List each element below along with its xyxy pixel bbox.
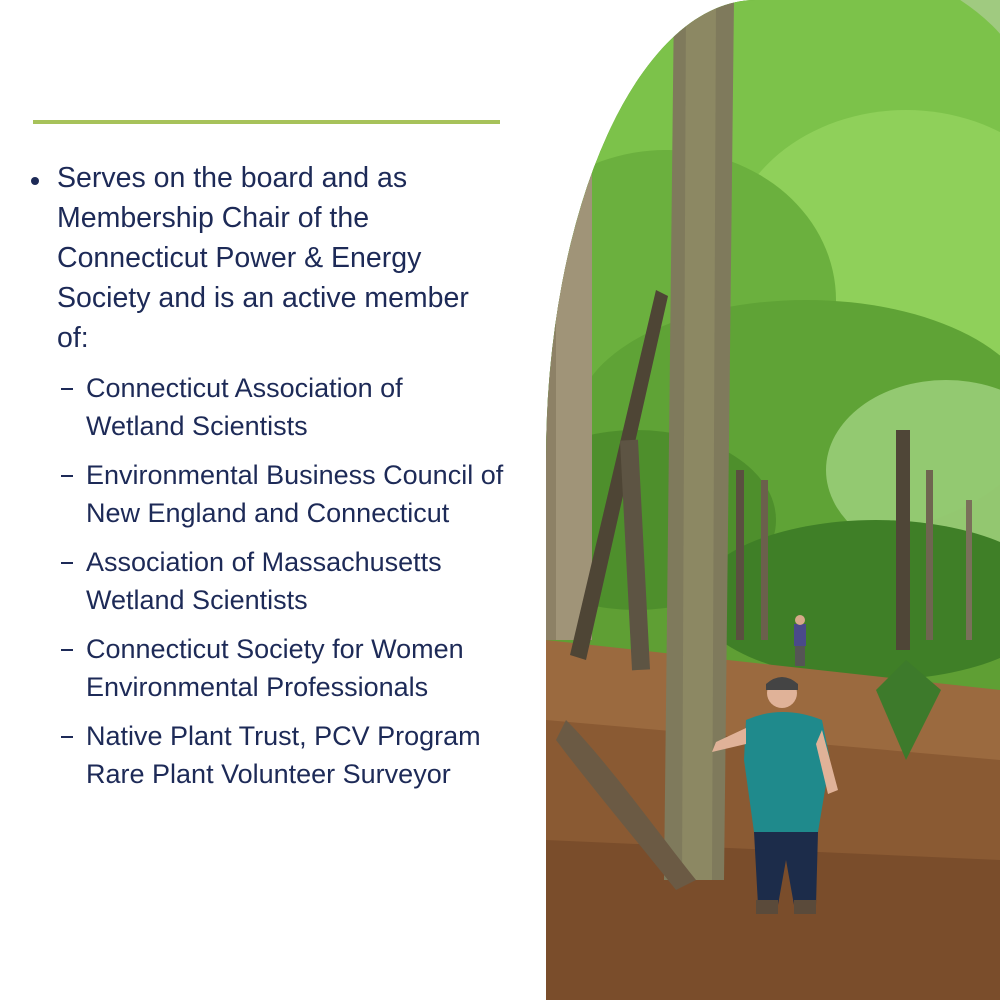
bullet-dot-icon	[31, 177, 39, 185]
dash-icon	[61, 388, 73, 390]
membership-item-text: Environmental Business Council of New England and Connecticut	[86, 460, 504, 528]
dash-icon	[61, 475, 73, 477]
membership-item-text: Native Plant Trust, PCV Program Rare Plant Volunteer Surveyor	[86, 721, 481, 789]
dash-icon	[61, 649, 73, 651]
accent-divider	[33, 120, 500, 124]
forest-scene-illustration	[546, 0, 1000, 1000]
membership-item-text: Connecticut Society for Women Environmental Professionals	[86, 634, 464, 702]
main-bullet-text: Serves on the board and as Membership Chair of the Connecticut Power & Energy Society and is an active member of:	[57, 162, 469, 354]
dash-icon	[61, 736, 73, 738]
membership-item	[28, 370, 508, 445]
membership-item-text: Connecticut Association of Wetland Scientists	[86, 373, 403, 441]
membership-item-text: Association of Massachusetts Wetland Scientists	[86, 547, 442, 615]
membership-item	[28, 457, 508, 532]
membership-item	[28, 544, 508, 619]
membership-item	[28, 631, 508, 706]
membership-list	[28, 370, 508, 793]
forest-photo	[546, 0, 1000, 1000]
bullet-list	[28, 158, 508, 805]
main-bullet	[28, 158, 508, 358]
dash-icon	[61, 562, 73, 564]
membership-item	[28, 718, 508, 793]
